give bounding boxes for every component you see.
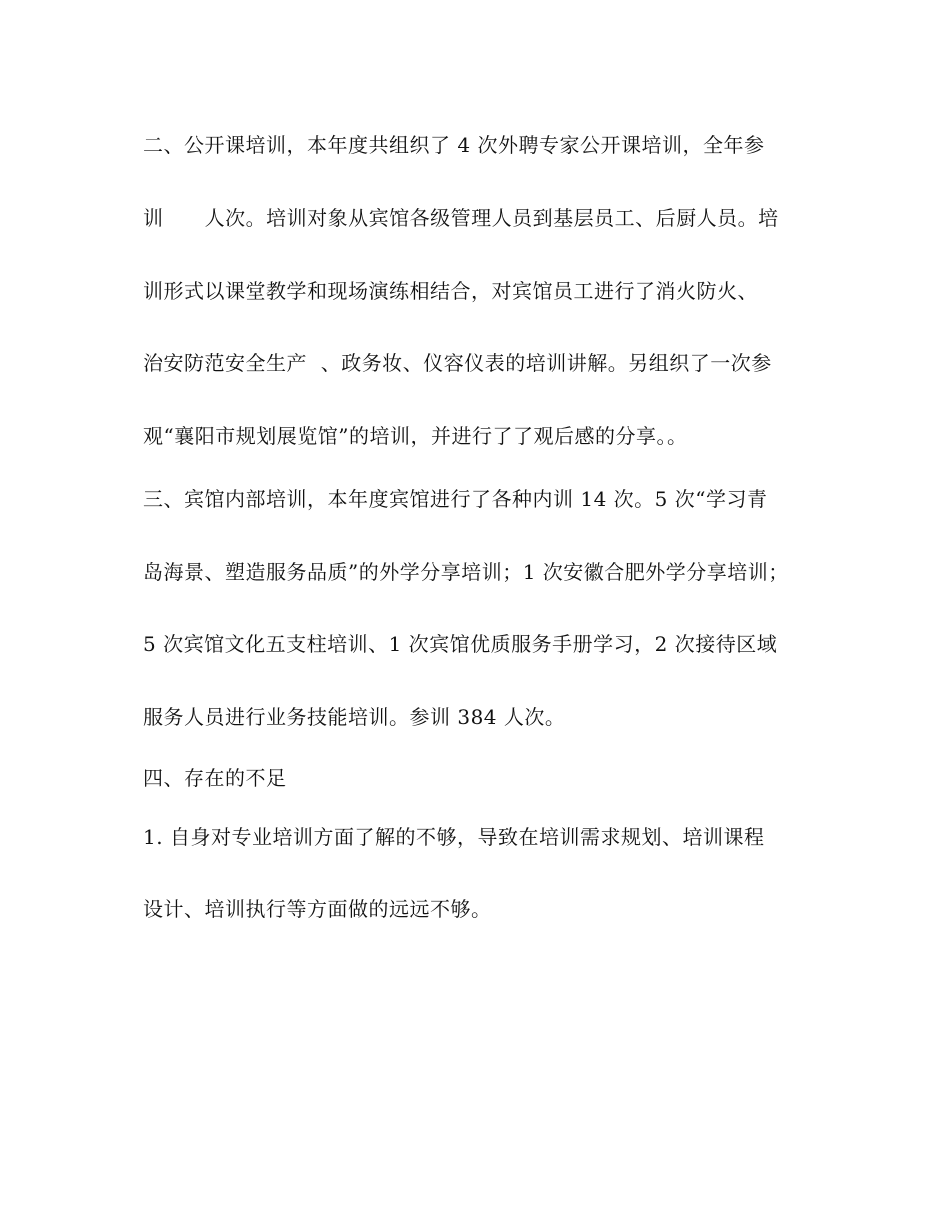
paragraph-line: 服务人员进行业务技能培训。参训 384 人次。 [143,705,566,729]
section-heading-line: 三、宾馆内部培训，本年度宾馆进行了各种内训 14 次。5 次“学习青 [143,487,768,511]
paragraph-line: 观“襄阳市规划展览馆”的培训，并进行了了观后感的分享。。 [143,424,688,448]
paragraph-line: 治安防范安全生产 、政务妆、仪容仪表的培训讲解。另组织了一次参 [143,351,772,375]
list-item-line: 1. 自身对专业培训方面了解的不够，导致在培训需求规划、培训课程 [143,825,765,849]
paragraph-line: 5 次宾馆文化五支柱培训、1 次宾馆优质服务手册学习，2 次接待区域 [143,632,778,656]
paragraph-line: 岛海景、塑造服务品质”的外学分享培训；1 次安徽合肥外学分享培训； [143,560,789,584]
paragraph-line: 训 人次。培训对象从宾馆各级管理人员到基层员工、后厨人员。培 [143,206,779,230]
section-heading: 四、存在的不足 [143,766,287,790]
paragraph-line: 训形式以课堂教学和现场演练相结合，对宾馆员工进行了消火防火、 [143,279,758,303]
paragraph-line: 二、公开课培训，本年度共组织了 4 次外聘专家公开课培训，全年参 [143,133,765,157]
list-item-line: 设计、培训执行等方面做的远远不够。 [143,897,492,921]
